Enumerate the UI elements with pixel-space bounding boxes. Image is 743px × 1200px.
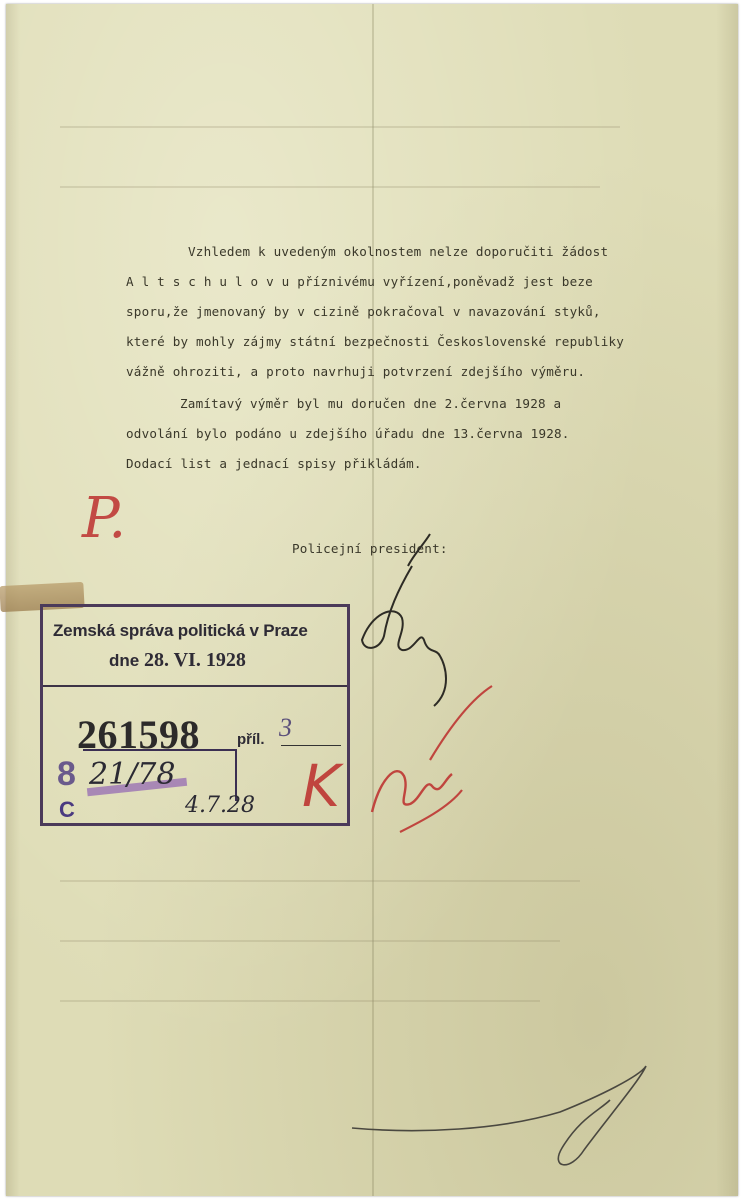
typed-letter-body [0,0,625,556]
stamp-registry-number: 261598 [77,712,200,757]
stamp-date-prefix: dne [109,651,140,670]
body-line: A l t s c h u l o v u příznivému vyřízení,poněvadž jest beze [126,274,593,289]
body-line: Zamítavý výměr byl mu doručen dne 2.června 1928 a [180,396,562,411]
stamp-handwritten-date: 4.7.28 [185,793,255,818]
stamp-divider [43,685,347,687]
stamp-attachments-line [281,745,341,746]
bleed-through-line [60,126,620,128]
body-line: odvolání bylo podáno u zdejšího úřadu dne 13.června 1928. [126,426,570,441]
bleed-through-line [60,940,560,942]
body-line: sporu,že jmenovaný by v cizině pokračoval v navazování styků, [126,304,601,319]
bleed-through-line [60,186,600,188]
body-line: Vzhledem k uvedeným okolnostem nelze doporučiti žádost [188,244,609,259]
stamp-attachments-label: příl. [237,731,265,748]
bleed-through-line [60,880,580,882]
stamp-handwritten-ref: 21/78 [89,757,176,792]
stamp-code-letter: C [59,797,75,822]
stamp-title: Zemská správa politická v Praze [53,621,308,640]
red-pencil-k-mark: K [302,752,341,820]
red-pencil-p-mark: P. [82,486,127,551]
stamp-code-digit: 8 [57,755,76,793]
stamp-date-row [109,649,246,672]
body-line: které by mohly zájmy státní bezpečnosti Československé republiky [126,334,625,349]
registry-stamp [40,604,350,826]
body-line: Dodací list a jednací spisy přikládám. [126,456,422,471]
body-line: vážně ohroziti, a proto navrhuji potvrzení zdejšího výměru. [126,364,586,379]
stamp-date-value: 28. VI. 1928 [143,649,246,671]
paper-fold [372,4,374,1196]
signature-label: Policejní president: [292,541,448,556]
bleed-through-line [60,1000,540,1002]
stamp-attachments-value: 3 [279,713,292,742]
